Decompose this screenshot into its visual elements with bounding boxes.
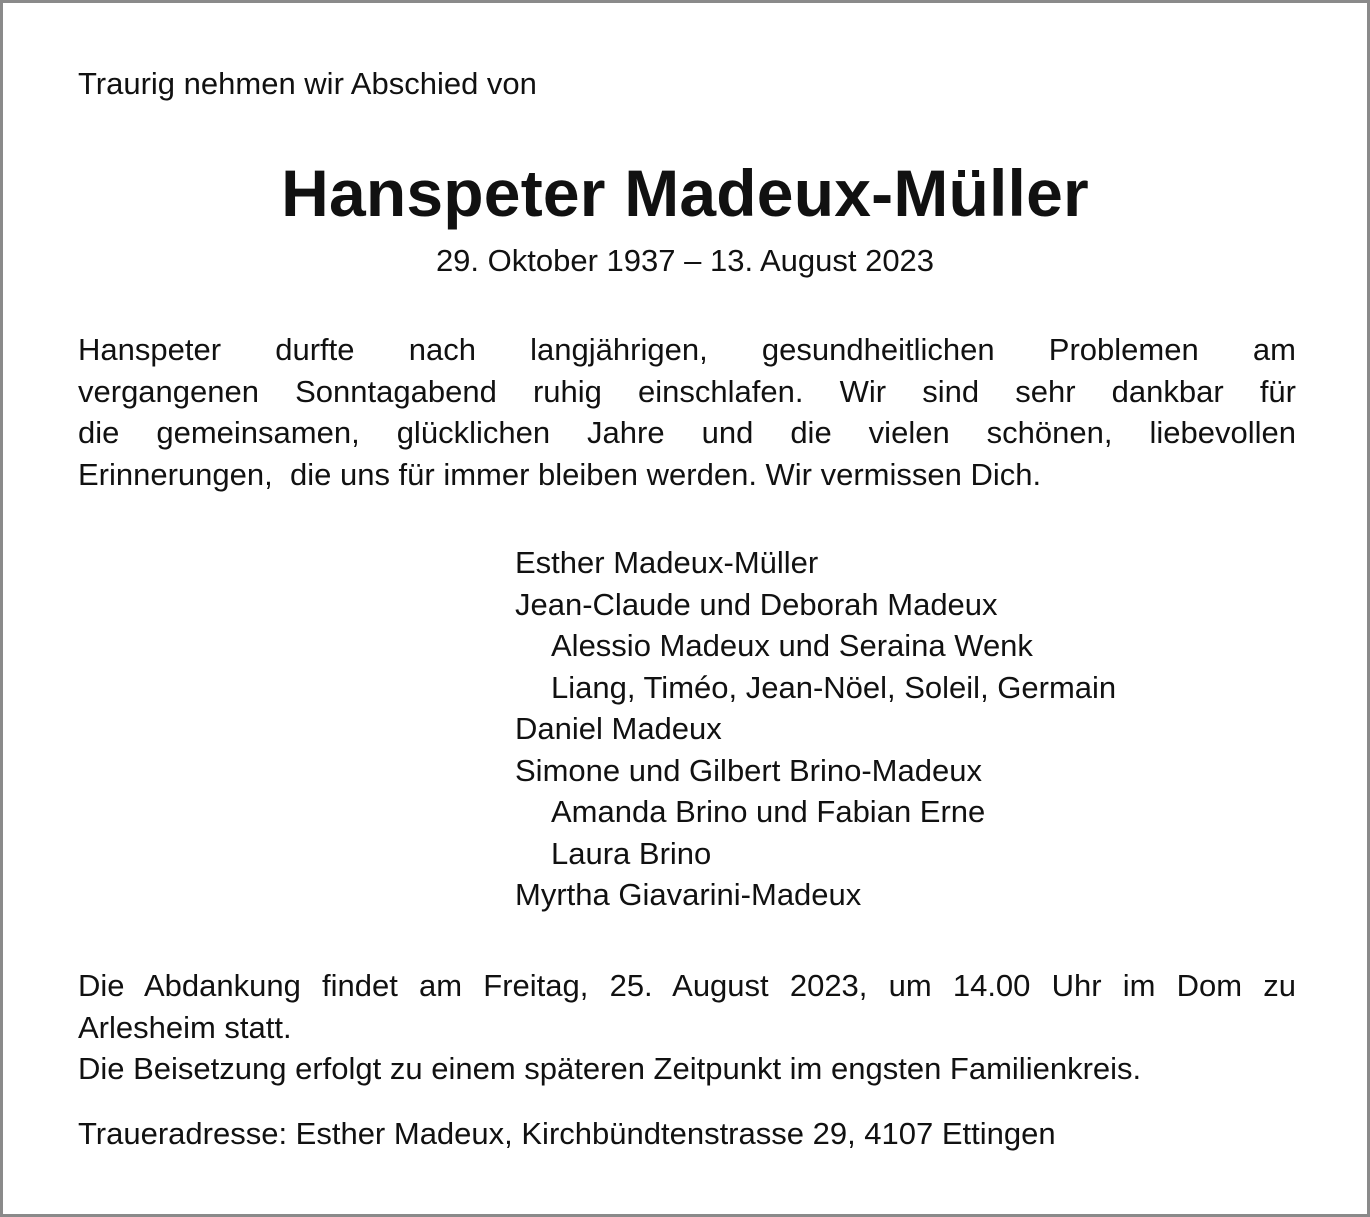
message-line: Erinnerungen, die uns für immer bleiben werden. Wir vermissen Dich. xyxy=(78,456,1042,492)
farewell-message xyxy=(78,329,1296,495)
mourner-entry: Jean-Claude und Deborah Madeux xyxy=(515,586,998,622)
mourner-entry: Myrtha Giavarini-Madeux xyxy=(515,877,862,912)
life-dates: 29. Oktober 1937 – 13. August 2023 xyxy=(435,243,935,278)
deceased-name: Hanspeter Madeux-Müller xyxy=(281,156,1089,230)
message-line: vergangenen Sonntagabend ruhig einschlafen. Wir sind sehr dankbar für xyxy=(78,373,1296,409)
mourner-entry: Daniel Madeux xyxy=(515,711,722,746)
mourner-entry: Alessio Madeux und Seraina Wenk xyxy=(551,628,1033,663)
mourner-entry: Simone und Gilbert Brino-Madeux xyxy=(515,752,982,788)
mourner-entry: Amanda Brino und Fabian Erne xyxy=(551,794,986,829)
ceremony-line: Arlesheim statt. xyxy=(78,1009,292,1045)
ceremony-line: Die Beisetzung erfolgt zu einem späteren Zeitpunkt im engsten Familienkreis. xyxy=(78,1051,1142,1086)
ceremony-line: Die Abdankung findet am Freitag, 25. August 2023, um 14.00 Uhr im Dom zu xyxy=(78,968,1296,1003)
message-line: die gemeinsamen, glücklichen Jahre und die vielen schönen, liebevollen xyxy=(78,415,1296,450)
ceremony-info xyxy=(78,965,1296,1090)
mourning-address: Traueradresse: Esther Madeux, Kirchbündtenstrasse 29, 4107 Ettingen xyxy=(78,1116,1056,1151)
message-line: Hanspeter durfte nach langjährigen, gesundheitlichen Problemen am xyxy=(78,332,1296,367)
mourner-entry: Esther Madeux-Müller xyxy=(515,545,819,580)
mourners-list xyxy=(515,542,1116,916)
intro-text: Traurig nehmen wir Abschied von xyxy=(78,66,537,101)
mourner-entry: Liang, Timéo, Jean-Nöel, Soleil, Germain xyxy=(551,669,1117,705)
mourner-entry: Laura Brino xyxy=(551,835,712,871)
